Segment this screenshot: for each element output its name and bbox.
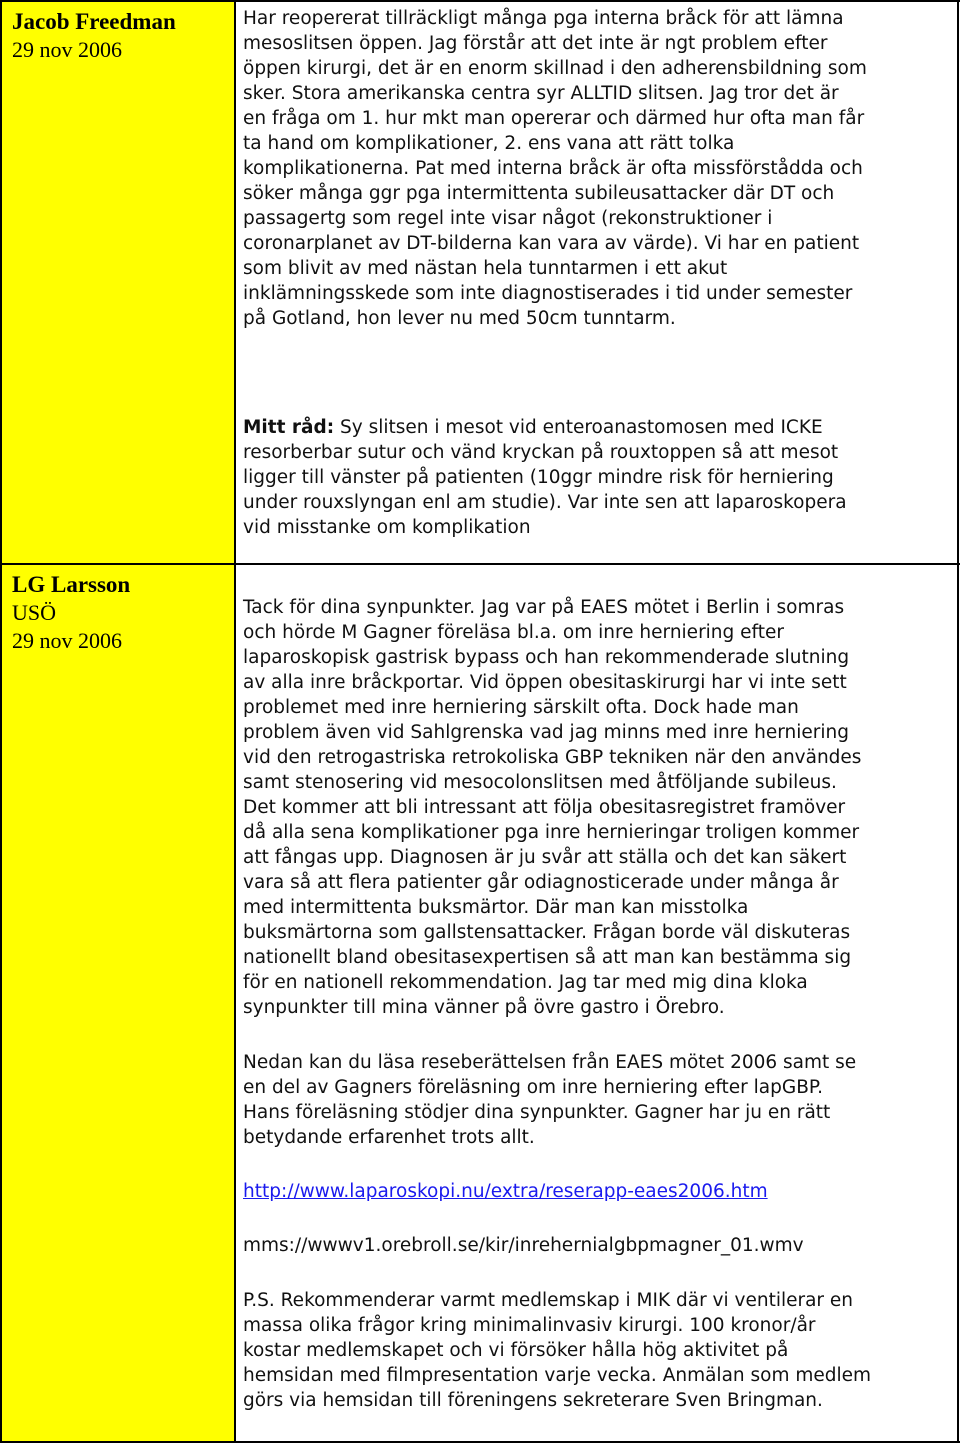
text-line: inklämningsskede som inte diagnostiserades i tid under semester [243, 283, 853, 304]
author-cell-2 [2, 565, 235, 1441]
video-url-paragraph [243, 1233, 948, 1258]
table-column-divider [234, 0, 236, 1443]
comment-paragraph [243, 6, 948, 331]
text-line: och hörde M Gagner föreläsa bl.a. om inre herniering efter [243, 622, 784, 643]
author-block-2 [12, 570, 130, 655]
text-line: då alla sena komplikationer pga inre hernieringar troligen kommer [243, 822, 860, 843]
text-line: vara så att flera patienter går odiagnosticerade under många år [243, 872, 839, 893]
table-border-top [0, 0, 960, 2]
text-line [243, 415, 948, 440]
text-line: synpunkter till mina vänner på övre gastro i Örebro. [243, 997, 725, 1018]
table-border-bottom [0, 1441, 960, 1443]
text-line: problemet med inre herniering särskilt ofta. Dock hade man [243, 697, 799, 718]
author-organization: USÖ [12, 600, 57, 625]
text-line: för en nationell rekommendation. Jag tar med mig dina kloka [243, 972, 808, 993]
text-line: som blivit av med nästan hela tunntarmen i ett akut [243, 258, 728, 279]
text-line: mesoslitsen öppen. Jag förstår att det inte är ngt problem efter [243, 33, 828, 54]
table-row-divider [0, 563, 960, 565]
author-name: Jacob Freedman [12, 9, 176, 34]
text-line: hemsidan med filmpresentation varje vecka. Anmälan som medlem [243, 1365, 872, 1386]
advice-paragraph [243, 415, 948, 540]
text-line: Hans föreläsning stödjer dina synpunkter. Gagner har ju en rätt [243, 1102, 831, 1123]
text-line: vid den retrogastriska retrokoliska GBP tekniken när den användes [243, 747, 862, 768]
text-line: samt stenosering vid mesocolonslitsen med åtföljande subileus. [243, 772, 837, 793]
text-line: av alla inre bråckportar. Vid öppen obesitaskirurgi har vi inte sett [243, 672, 847, 693]
video-url: mms://wwwv1.orebroll.se/kir/inrehernialgbpmagner_01.wmv [243, 1235, 804, 1256]
table-border-left [0, 0, 2, 1443]
text-line: P.S. Rekommenderar varmt medlemskap i MIK där vi ventilerar en [243, 1290, 854, 1311]
text-line: problem även vid Sahlgrenska vad jag minns med inre herniering [243, 722, 849, 743]
text-line: görs via hemsidan till föreningens sekreterare Sven Bringman. [243, 1390, 823, 1411]
text-line: sker. Stora amerikanska centra syr ALLTID slitsen. Jag tror det är [243, 83, 839, 104]
text-line: nationellt bland obesitasexpertisen så att man kan bestämma sig [243, 947, 852, 968]
advice-text: Sy slitsen i mesot vid enteroanastomosen med ICKE [334, 417, 823, 438]
text-line: söker många ggr pga intermittenta subileusattacker där DT och [243, 183, 835, 204]
author-block-1 [12, 7, 176, 64]
reply-paragraph [243, 595, 948, 1020]
text-line: kostar medlemskapet och vi försöker hålla hög aktivitet på [243, 1340, 789, 1361]
report-link[interactable]: http://www.laparoskopi.nu/extra/reserapp-eaes2006.htm [243, 1181, 768, 1202]
author-cell-1 [2, 2, 235, 563]
text-line: öppen kirurgi, det är en enorm skillnad i den adherensbildning som [243, 58, 867, 79]
text-line: Tack för dina synpunkter. Jag var på EAES mötet i Berlin i somras [243, 597, 845, 618]
post-date: 29 nov 2006 [12, 628, 122, 653]
table-border-right [957, 0, 959, 1443]
text-line: på Gotland, hon lever nu med 50cm tunntarm. [243, 308, 676, 329]
post-date: 29 nov 2006 [12, 37, 122, 62]
text-line: buksmärtorna som gallstensattacker. Frågan borde väl diskuteras [243, 922, 851, 943]
text-line: ta hand om komplikationer, 2. ens vana att rätt tolka [243, 133, 735, 154]
ps-paragraph [243, 1288, 948, 1413]
text-line: Har reopererat tillräckligt många pga interna bråck för att lämna [243, 8, 844, 29]
text-line: ligger till vänster på patienten (10ggr mindre risk för herniering [243, 467, 834, 488]
text-line: med intermittenta buksmärtor. Där man kan misstolka [243, 897, 749, 918]
text-line: laparoskopisk gastrisk bypass och han rekommenderade slutning [243, 647, 850, 668]
text-line: betydande erfarenhet trots allt. [243, 1127, 535, 1148]
text-line: vid misstanke om komplikation [243, 517, 531, 538]
text-line: resorberbar sutur och vänd kryckan på rouxtoppen så att mesot [243, 442, 839, 463]
reply-paragraph [243, 1050, 948, 1150]
advice-label: Mitt råd: [243, 417, 335, 438]
text-line: en fråga om 1. hur mkt man opererar och därmed hur ofta man får [243, 108, 865, 129]
author-name: LG Larsson [12, 572, 131, 597]
text-line: massa olika frågor kring minimalinvasiv kirurgi. 100 kronor/år [243, 1315, 816, 1336]
link-paragraph [243, 1179, 948, 1204]
text-line: Det kommer att bli intressant att följa obesitasregistret framöver [243, 797, 846, 818]
text-line: passagertg som regel inte visar något (rekonstruktioner i [243, 208, 773, 229]
text-line: komplikationerna. Pat med interna bråck är ofta missförstådda och [243, 158, 863, 179]
text-line: under rouxslyngan enl am studie). Var inte sen att laparoskopera [243, 492, 847, 513]
text-line: coronarplanet av DT-bilderna kan vara av värde). Vi har en patient [243, 233, 860, 254]
text-line: Nedan kan du läsa reseberättelsen från EAES mötet 2006 samt se [243, 1052, 857, 1073]
text-line: att fångas upp. Diagnosen är ju svår att ställa och det kan säkert [243, 847, 847, 868]
text-line: en del av Gagners föreläsning om inre herniering efter lapGBP. [243, 1077, 824, 1098]
